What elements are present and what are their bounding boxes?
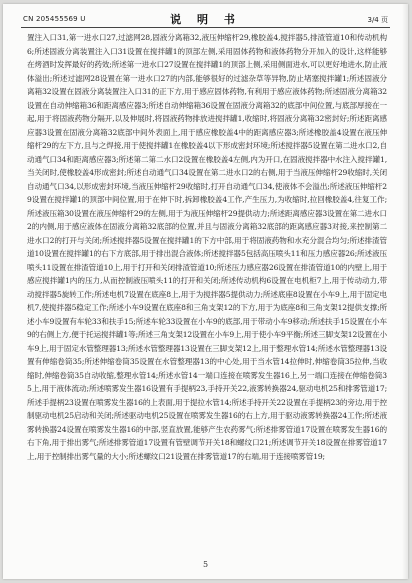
footer-page-number: 5	[202, 560, 209, 569]
description-paragraph: 置注入口31,第一进水口27,过滤网28,固液分离箱32,液压伸缩杆29,橡胶盖4,搅拌器5,排渣管道10和传动机构6;所述固液分离装置注入口31设置在搅拌罐1的顶部左侧,采用固体药物和液体药物分开加入的设计,这样能够在烤酒时发挥最好的药效;所述第一进水口27设置在搅拌罐1的顶部上侧,采用侧面进水,可以更好地进水,防止液体溢出;所述过滤网28设置在第一进水口27的内部,能够很好的过滤杂草等异物,防止堵塞搅拌罐1;所述固液分离箱32设置在固液分离装置注入口31的正下方,用于感应固体药物,有利用于感应液体药物;所述固液分离箱32设置在自动伸缩箱36和距离感应器3;所述自动伸缩箱36设置在固液分离箱32的底部中间位置,与底部厚接在一起,用于将固液药物分隔开,以及伸展时,将固液药物排放进搅拌罐1,收缩时,将固液分离箱32密封好;所述距离感应器3设置在固液分离箱32底部中间外表面上,用于感应橡胶盖4中的距离感应器3;所述橡胶盖4设置在液压伸缩杆29的左下方,且与之焊接,用于使搅拌罐1在橡胶盖4以下形成密封环境;所述搅拌器5设置在第二进水口2,自动通气口34和距离感应器3;所述第二第二水口2设置在橡胶盖4左侧,内为开口,在固液搅拌器中水注入搅拌罐1,当关闭时,使橡胶盖4形成密封;所述自动通气口34设置在第二进水口2的右侧,用于当液压伸缩杆29收缩时,关闭自动通气口34,以形成密封环境,当液压伸缩杆29收缩时,打开自动通气口34,使液体不会溢出;所述液压伸缩杆29设置在搅拌罐1的顶部中间位置,用于在伸下时,拆卸橡胶盖4工作,产生压力,为收缩时,拉回橡胶盖4,往复工作;所述液压箱30设置在液压伸缩杆29的左侧,用于为液压伸缩杆29提供动力;所述距离感应器3设置在第二进水口2的内侧,用于感应液体在固液分离箱32底部的位置,并且与固液分离箱32底部的距离感应器3对接,来控制第二进水口2的打开与关闭;所述搅拌器5设置在搅拌罐1的下方中部,用于将固液药物和水充分混合均匀;所述排渣管道10设置在搅拌罐1的右下方底部,用于排出混合液体;所述搅拌器5包括高压喷头11和压力感应器26;所述液压喷头11设置在排渣管道10上,用于打开和关闭排渣管道10;所述压力感应器26设置在排渣管道10的内壁上,用于感应搅拌罐1内的压力,从而控制液压喷头11的打开和关闭;所述传动机构6设置在电机柜7上,用于传动动力,带动搅拌器5旋转工作;所述电机7设置在底座8上,用于为搅拌器5提供动力;所述底座8设置在小车9上,用于固定电机7,使搅拌器5稳定工作;所述小车9设置在底座8和三角支架12的下方,用于为底座8和三角支架12提供支撑;所述小车9设置有车轮33和扶手15;所述车轮33设置在小车9的底部,用于带动小车9移动;所述扶手15设置在小车9的右侧上方,便于托运搅拌罐1等;所述三角支架12设置在小车9上,用于使小车9平衡;所述三脚支架12设置在小车9上,用于固定水管整理器13;所述水管整理器13设置在三脚支架12上,用于整理水管14;所述水管整理器13设置有伸缩卷筒35;所述伸缩卷筒35设置在水管整理器13的中心处,用于当水管14拉伸时,伸缩卷筒35拉伸,当收缩时,伸缩卷筒35自动收缩,整理水管14;所述水管14一端口连接在喷雾发生器16上,另一端口连接在伸缩卷筒35上,用于液体流动;所述喷雾发生器16设置有手提柄23,手持开关22,液雾转换器24,驱动电机25和排雾管道17;所述手提柄23设置在喷雾发生器16的上表面,用于提拉水管14;所述手持开关22设置在手提柄23的旁边,用于控制驱动电机25启动和关闭;所述驱动电机25设置在喷雾发生器16的右上方,用于驱动液雾转换器24工作;所述液雾转换器24设置在喷雾发生器16的中部,竖直放置,能够产生农药雾气;所述排雾管道17设置在喷雾发生器16的右下角,用于排出雾气;所述排雾管道17设置有管壁调节开关18和螺纹口21;所述调节开关18设置在排雾管道17上,用于控制排出雾气量的大小;所述螺纹口21设置在排雾管道17的右端,用于连接喷雾管19;	[27, 33, 387, 461]
document-page	[3, 4, 408, 579]
header-divider	[21, 27, 390, 28]
page-title: 说 明 书	[170, 13, 241, 26]
page-info: 3/4 页	[367, 16, 388, 24]
page-edge-shadow	[402, 4, 408, 579]
patent-number: CN 205455569 U	[23, 15, 86, 23]
